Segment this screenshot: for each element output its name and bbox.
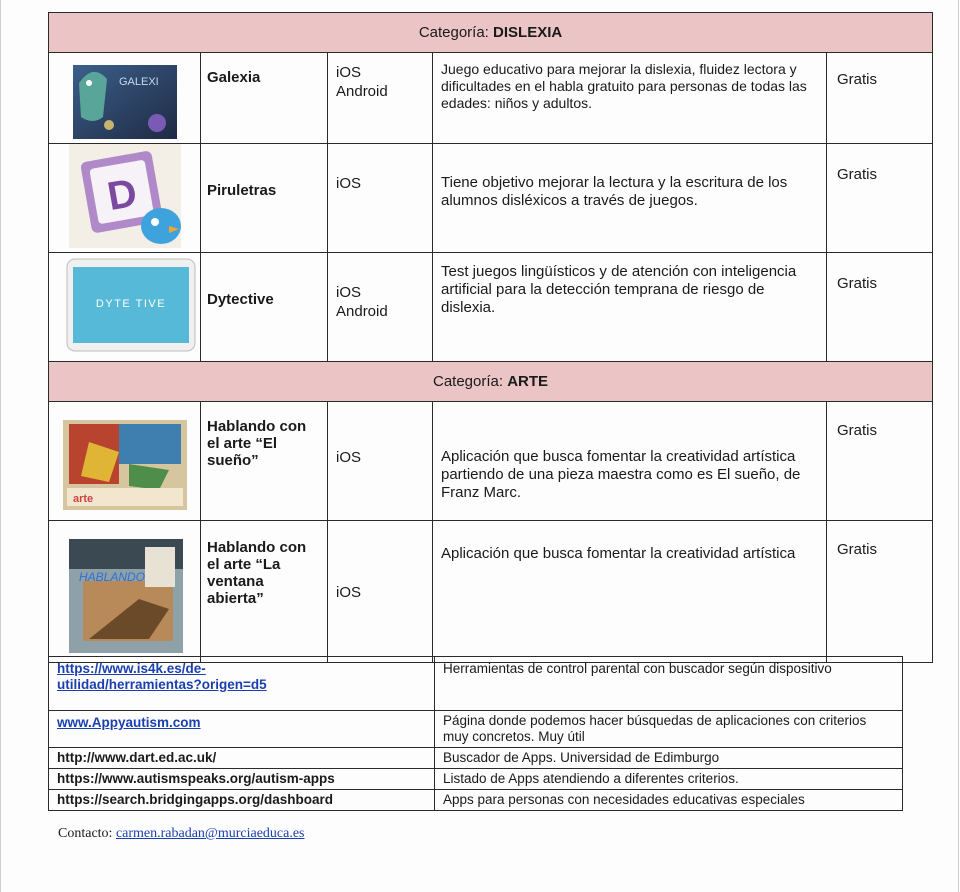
- category-header-arte: Categoría: ARTE: [49, 362, 933, 402]
- resource-description: Herramientas de control parental con buscador según dispositivo: [435, 657, 903, 711]
- resource-row: [49, 657, 903, 711]
- app-logo-la-ventana-abierta: [49, 521, 201, 663]
- resource-row: [49, 769, 903, 790]
- app-name: Galexia: [201, 53, 328, 144]
- resource-link-autismspeaks[interactable]: https://www.autismspeaks.org/autism-apps: [49, 769, 435, 790]
- svg-text:D: D: [104, 170, 141, 220]
- app-price: Gratis: [827, 402, 933, 521]
- category-header-dislexia: Categoría: DISLEXIA: [49, 13, 933, 53]
- resource-row: [49, 711, 903, 748]
- resource-description: Página donde podemos hacer búsquedas de aplicaciones con criterios muy concretos. Muy útil: [435, 711, 903, 748]
- app-os: iOS: [328, 144, 433, 253]
- app-name: Hablando con el arte “La ventana abierta”: [201, 521, 328, 663]
- resource-description: Buscador de Apps. Universidad de Edimburgo: [435, 748, 903, 769]
- app-name: Hablando con el arte “El sueño”: [201, 402, 328, 521]
- app-os: iOS: [328, 402, 433, 521]
- app-description: Aplicación que busca fomentar la creatividad artística partiendo de una pieza maestra como es El sueño, de Franz Marc.: [433, 402, 827, 521]
- app-logo-galexia: [49, 53, 201, 144]
- app-row-dytective: [49, 253, 933, 362]
- resource-row: [49, 790, 903, 811]
- app-os: iOS: [328, 521, 433, 663]
- resource-description: Listado de Apps atendiendo a diferentes criterios.: [435, 769, 903, 790]
- app-row-la-ventana-abierta: [49, 521, 933, 663]
- app-description: Tiene objetivo mejorar la lectura y la escritura de los alumnos disléxicos a través de juegos.: [433, 144, 827, 253]
- resource-link-appyautism[interactable]: www.Appyautism.com: [57, 715, 201, 730]
- resource-row: [49, 748, 903, 769]
- contact-label: Contacto:: [58, 826, 113, 841]
- apps-table: [48, 12, 933, 663]
- app-os: iOS Android: [328, 53, 433, 144]
- app-row-piruletras: [49, 144, 933, 253]
- app-name: Dytective: [201, 253, 328, 362]
- resource-link-is4k[interactable]: https://www.is4k.es/de- utilidad/herramientas?origen=d5: [57, 661, 267, 692]
- app-row-galexia: [49, 53, 933, 144]
- resource-link-bridgingapps[interactable]: https://search.bridgingapps.org/dashboard: [49, 790, 435, 811]
- app-logo-el-sueno: [49, 402, 201, 521]
- svg-text:GALEXI: GALEXI: [119, 76, 159, 88]
- svg-text:DYTE TIVE: DYTE TIVE: [95, 298, 167, 310]
- app-price: Gratis: [827, 521, 933, 663]
- app-description: Test juegos lingüísticos y de atención con inteligencia artificial para la detección temprana de riesgo de dislexia.: [433, 253, 827, 362]
- contact-email-link[interactable]: carmen.rabadan@murciaeduca.es: [115, 826, 305, 841]
- resources-table: [48, 656, 903, 811]
- app-os: iOS Android: [328, 253, 433, 362]
- app-description: Juego educativo para mejorar la dislexia, fluidez lectora y dificultades en el habla gratuito para personas de todas las edades: niños y adultos.: [433, 53, 827, 144]
- app-price: Gratis: [827, 144, 933, 253]
- app-price: Gratis: [827, 53, 933, 144]
- contact-line: [58, 826, 305, 842]
- svg-text:arte: arte: [73, 493, 94, 505]
- app-description: Aplicación que busca fomentar la creatividad artística: [433, 521, 827, 663]
- resource-link-dart[interactable]: http://www.dart.ed.ac.uk/: [49, 748, 435, 769]
- app-price: Gratis: [827, 253, 933, 362]
- svg-text:HABLANDO: HABLANDO: [79, 570, 146, 584]
- app-logo-dytective: [49, 253, 201, 362]
- app-logo-piruletras: [49, 144, 201, 253]
- app-row-el-sueno: [49, 402, 933, 521]
- app-name: Piruletras: [201, 144, 328, 253]
- resource-description: Apps para personas con necesidades educativas especiales: [435, 790, 903, 811]
